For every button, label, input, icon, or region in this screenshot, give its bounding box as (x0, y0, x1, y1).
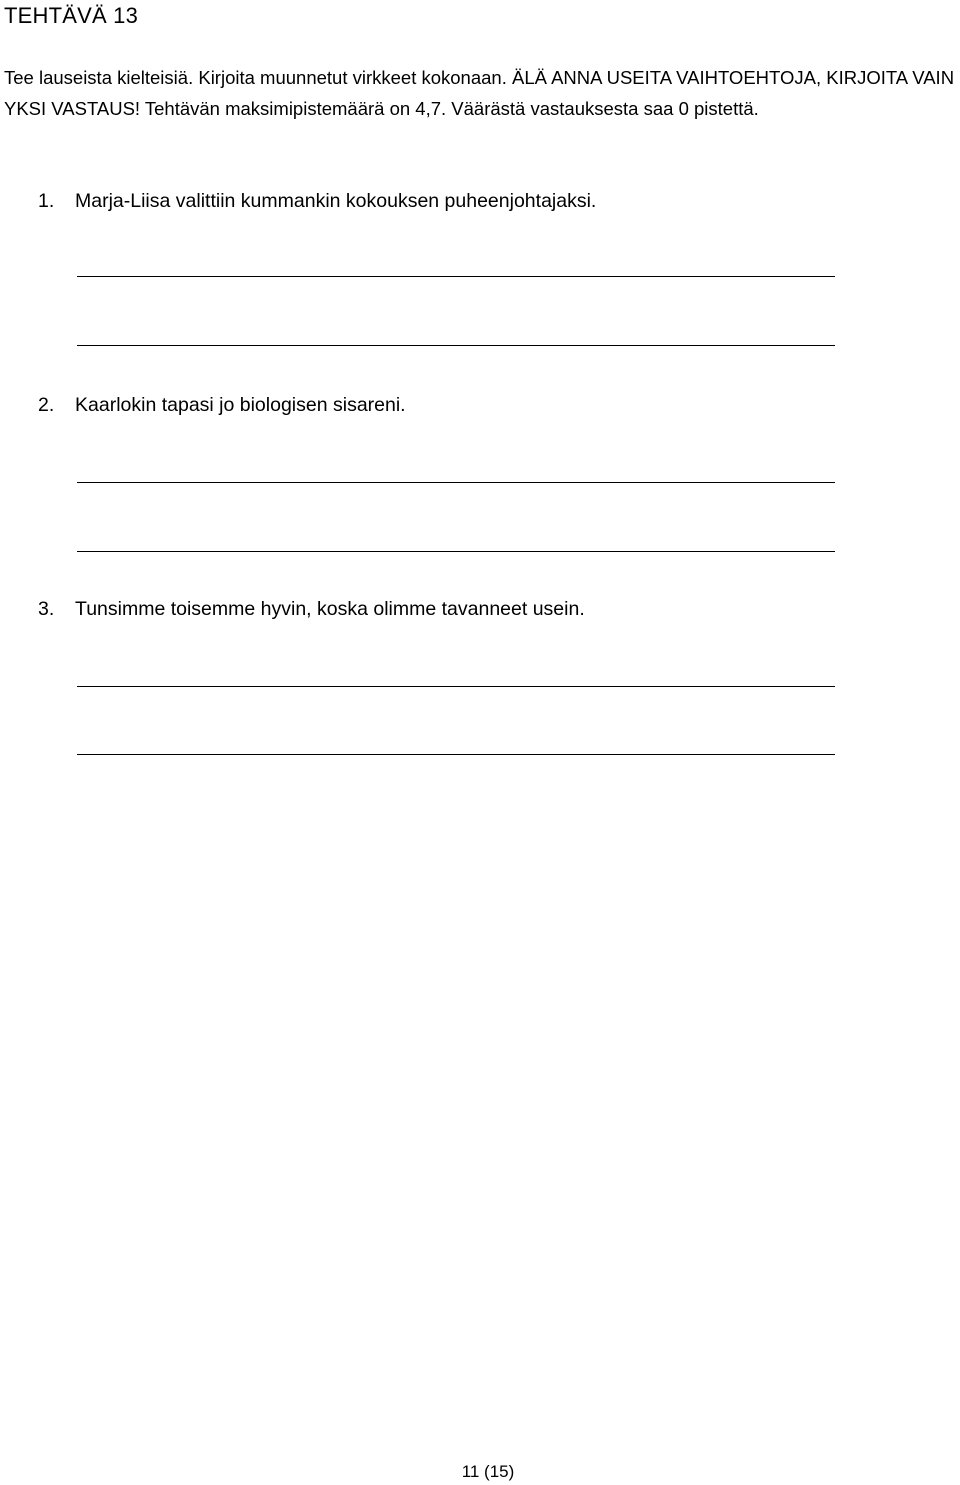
answer-line-3b[interactable] (77, 754, 835, 755)
instructions-main: Tee lauseista kielteisiä. Kirjoita muunnetut virkkeet kokonaan. ÄLÄ ANNA USEITA VAIHTOEHTOJA, KIRJOITA VAIN YKSI VASTAUS! (4, 67, 955, 119)
question-text: Tunsimme toisemme hyvin, koska olimme tavanneet usein. (75, 598, 585, 620)
question-number: 3. (38, 598, 55, 620)
question-1 (38, 188, 596, 214)
question-2 (38, 392, 406, 418)
answer-line-3a[interactable] (77, 686, 835, 687)
instructions (4, 62, 956, 124)
answer-line-1a[interactable] (77, 276, 835, 277)
page-number: 11 (15) (461, 1462, 515, 1481)
answer-line-2a[interactable] (77, 482, 835, 483)
question-3 (38, 596, 585, 622)
answer-line-2b[interactable] (77, 551, 835, 552)
instructions-scoring: Tehtävän maksimipistemäärä on 4,7. Väärästä vastauksesta saa 0 pistettä. (144, 98, 759, 119)
question-number: 2. (38, 394, 55, 416)
answer-line-1b[interactable] (77, 345, 835, 346)
question-number: 1. (38, 190, 55, 212)
question-text: Kaarlokin tapasi jo biologisen sisareni. (75, 394, 406, 416)
page-title: TEHTÄVÄ 13 (4, 3, 139, 28)
question-text: Marja-Liisa valittiin kummankin kokouksen puheenjohtajaksi. (75, 190, 597, 212)
